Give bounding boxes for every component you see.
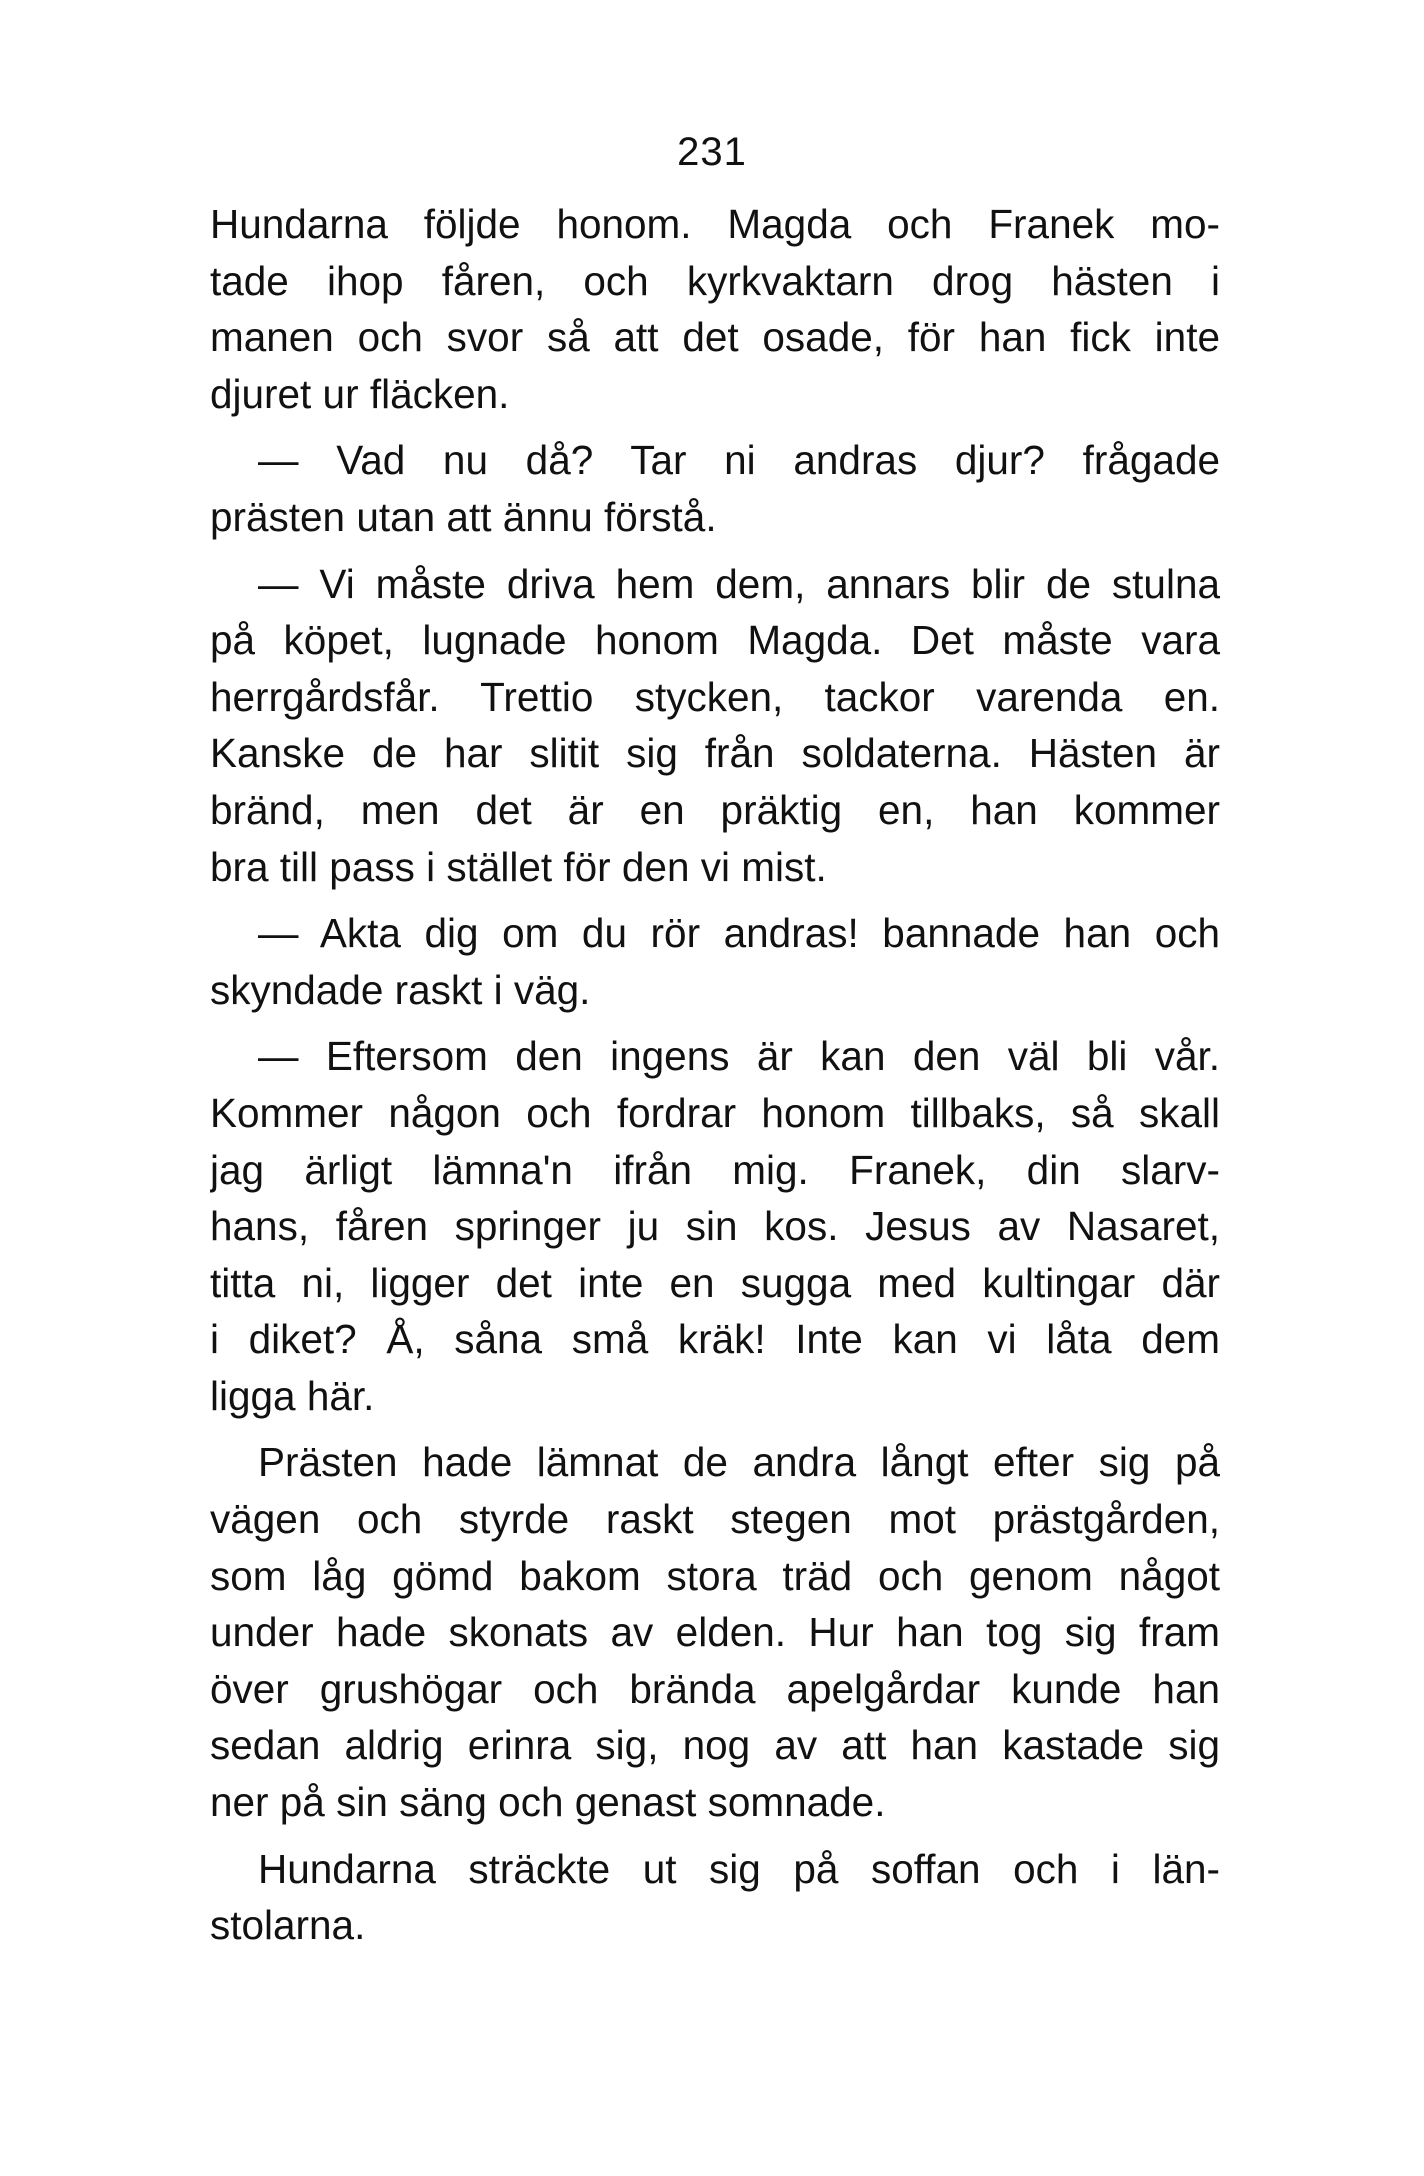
text-line: tade ihop fåren, och kyrkvaktarn drog hästen i — [210, 257, 1220, 304]
text-line: över grushögar och brända apelgårdar kunde han — [210, 1665, 1220, 1712]
text-line: Hundarna följde honom. Magda och Franek mo- — [210, 201, 1220, 247]
text-line: manen och svor så att det osade, för han fick inte — [210, 314, 1220, 361]
text-line: skyndade raskt i väg. — [210, 966, 591, 1013]
text-line: vägen och styrde raskt stegen mot prästgården, — [210, 1496, 1220, 1543]
text-line: jag ärligt lämna'n ifrån mig. Franek, din slarv- — [210, 1146, 1220, 1193]
text-line: Hundarna sträckte ut sig på soffan och i län- — [258, 1845, 1220, 1892]
text-line: som låg gömd bakom stora träd och genom något — [210, 1552, 1220, 1599]
text-line: Kanske de har slitit sig från soldaterna. Hästen är — [210, 730, 1220, 777]
text-line: i diket? Å, såna små kräk! Inte kan vi låta dem — [210, 1316, 1220, 1363]
text-line: djuret ur fläcken. — [210, 370, 510, 417]
body-text — [210, 196, 1220, 1954]
text-line: — Vad nu då? Tar ni andras djur? frågade — [258, 437, 1220, 484]
text-line: bränd, men det är en präktig en, han kommer — [210, 786, 1220, 833]
text-line: sedan aldrig erinra sig, nog av att han kastade sig — [210, 1722, 1220, 1769]
text-line: — Eftersom den ingens är kan den väl bli vår. — [258, 1033, 1220, 1080]
text-line: prästen utan att ännu förstå. — [210, 493, 717, 540]
text-line: Kommer någon och fordrar honom tillbaks, så skall — [210, 1089, 1220, 1136]
text-line: herrgårdsfår. Trettio stycken, tackor varenda en. — [210, 673, 1220, 720]
text-line: ligga här. — [210, 1372, 375, 1419]
text-line: — Akta dig om du rör andras! bannade han och — [258, 910, 1220, 957]
text-line: på köpet, lugnade honom Magda. Det måste vara — [210, 617, 1220, 664]
text-line: bra till pass i stället för den vi mist. — [210, 843, 827, 890]
text-line: under hade skonats av elden. Hur han tog sig fram — [210, 1609, 1220, 1656]
text-line: stolarna. — [210, 1902, 366, 1949]
text-line: ner på sin säng och genast somnade. — [210, 1779, 886, 1826]
page-number: 231 — [677, 130, 747, 174]
text-line: Prästen hade lämnat de andra långt efter sig på — [258, 1439, 1220, 1486]
text-line: titta ni, ligger det inte en sugga med kultingar där — [210, 1259, 1220, 1306]
text-line: — Vi måste driva hem dem, annars blir de stulna — [258, 560, 1220, 607]
text-line: hans, fåren springer ju sin kos. Jesus av Nasaret, — [210, 1203, 1220, 1250]
